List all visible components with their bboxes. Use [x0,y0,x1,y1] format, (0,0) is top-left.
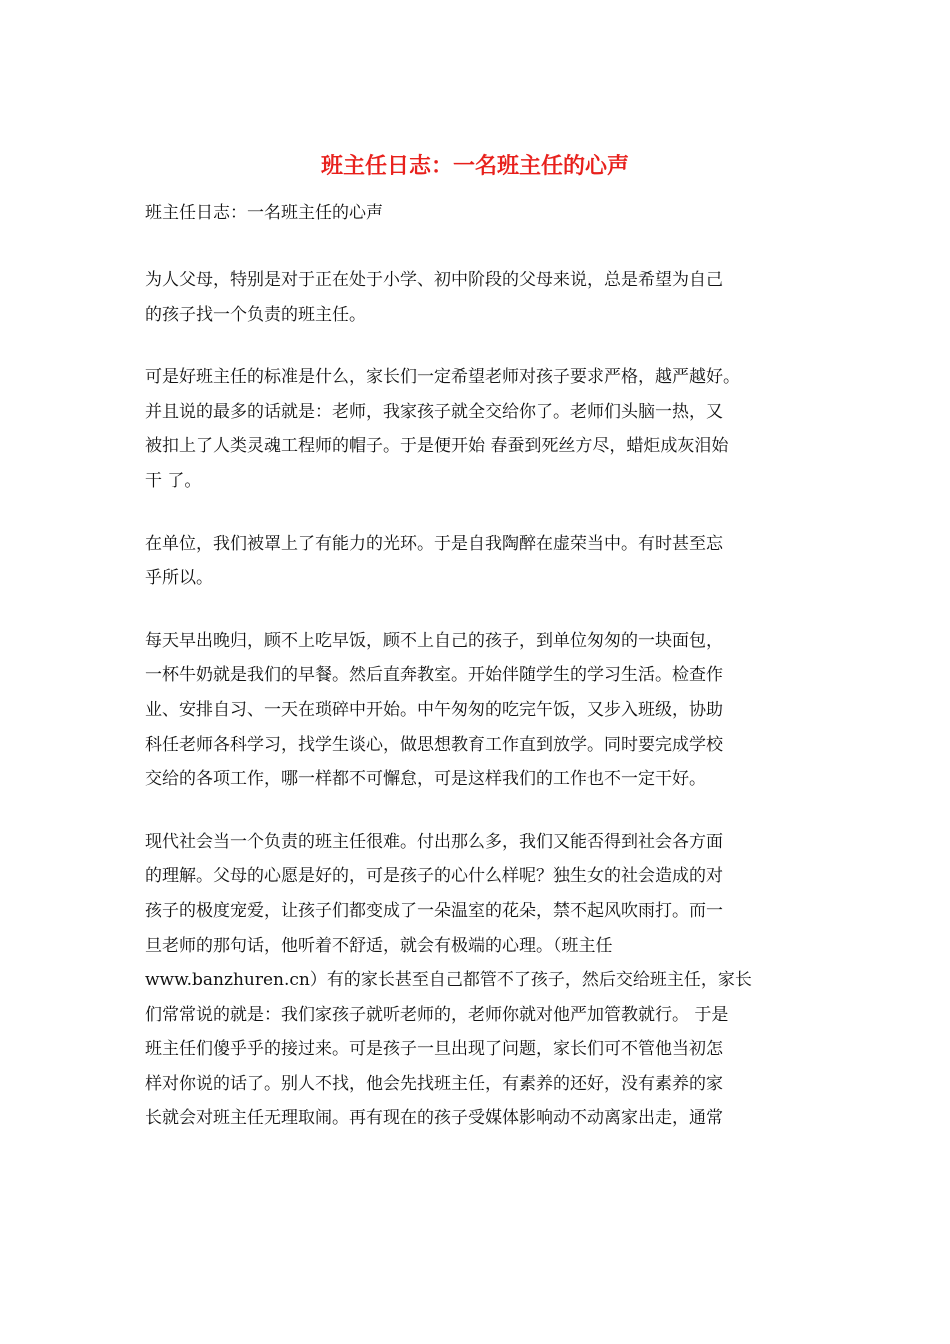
document-subtitle: 班主任日志：一名班主任的心声 [145,203,383,223]
paragraph-line: 长就会对班主任无理取闹。再有现在的孩子受媒体影响动不动离家出走，通常 [145,1108,723,1129]
paragraph-line: 的理解。父母的心愿是好的，可是孩子的心什么样呢？独生女的社会造成的对 [145,866,723,887]
document-body [145,263,815,1164]
paragraph-line: 交给的各项工作，哪一样都不可懈怠，可是这样我们的工作也不一定干好。 [145,769,706,790]
paragraph-line: 样对你说的话了。别人不找，他会先找班主任，有素养的还好，没有素养的家 [145,1073,723,1094]
paragraph-line: 旦老师的那句话，他听着不舒适，就会有极端的心理。（班主任 [145,935,613,956]
paragraph-line: 一杯牛奶就是我们的早餐。然后直奔教室。开始伴随学生的学习生活。检查作 [145,665,723,686]
paragraph-line: 业、安排自习、一天在琐碎中开始。中午匆匆的吃完午饭，又步入班级，协助 [145,699,723,720]
paragraph-line: 孩子的极度宠爱，让孩子们都变成了一朵温室的花朵，禁不起风吹雨打。而一 [145,900,723,921]
document-title: 班主任日志：一名班主任的心声 [320,154,629,179]
paragraph-3 [145,527,815,596]
paragraph-line: 并且说的最多的话就是：老师，我家孩子就全交给你了。老师们头脑一热，又 [145,401,723,422]
paragraph-5 [145,825,815,1136]
paragraph-line: 每天早出晚归，顾不上吃早饭，顾不上自己的孩子，到单位匆匆的一块面包， [145,630,723,651]
paragraph-line: 现代社会当一个负责的班主任很难。付出那么多，我们又能否得到社会各方面 [145,831,723,852]
paragraph-line: 的孩子找一个负责的班主任。 [145,304,366,325]
paragraph-line: 为人父母，特别是对于正在处于小学、初中阶段的父母来说，总是希望为自己 [145,270,723,290]
paragraph-line: www.banzhuren.cn）有的家长甚至自己都管不了孩子，然后交给班主任，家长 [145,970,752,991]
paragraph-line: 干 了。 [145,470,202,491]
paragraph-line: 班主任们傻乎乎的接过来。可是孩子一旦出现了问题，家长们可不管他当初怎 [145,1039,723,1060]
paragraph-4 [145,624,815,797]
paragraph-line: 们常常说的就是：我们家孩子就听老师的，老师你就对他严加管教就行。 于是 [145,1004,729,1025]
paragraph-1 [145,263,815,332]
paragraph-line: 被扣上了人类灵魂工程师的帽子。于是便开始 春蚕到死丝方尽，蜡炬成灰泪始 [145,436,729,457]
paragraph-line: 乎所以。 [145,568,213,589]
paragraph-line: 可是好班主任的标准是什么，家长们一定希望老师对孩子要求严格，越严越好。 [145,367,740,388]
paragraph-line: 在单位，我们被罩上了有能力的光环。于是自我陶醉在虚荣当中。有时甚至忘 [145,533,723,554]
paragraph-line: 科任老师各科学习，找学生谈心，做思想教育工作直到放学。同时要完成学校 [145,734,723,755]
paragraph-2 [145,360,815,498]
